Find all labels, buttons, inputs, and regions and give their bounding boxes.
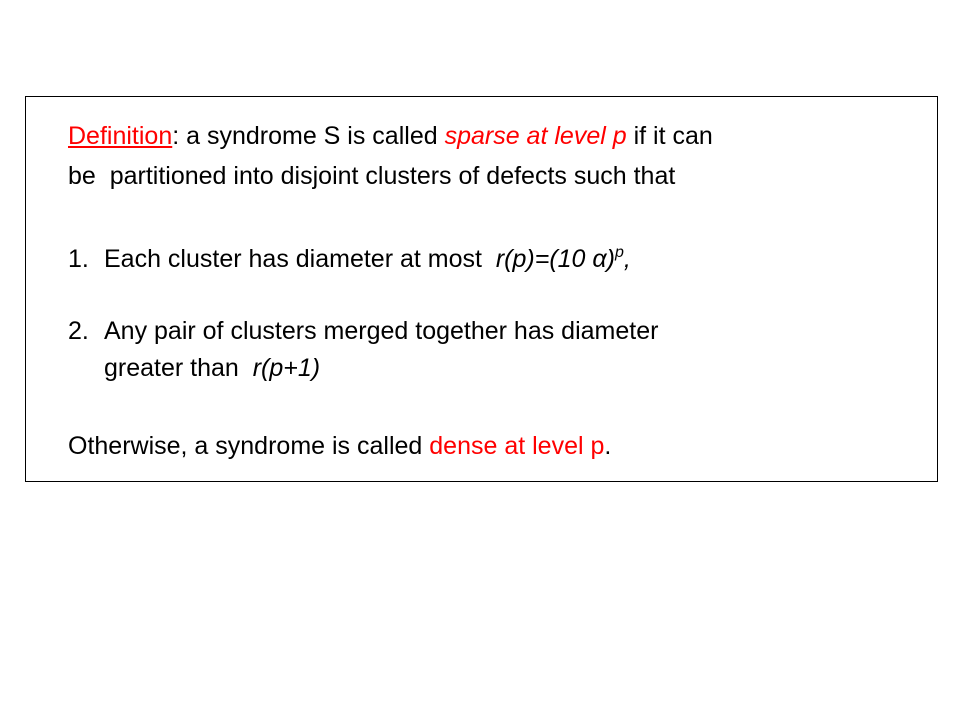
- list-item-2-number: 2.: [68, 317, 89, 345]
- definition-label: Definition: [68, 122, 173, 150]
- conclusion-prefix: Otherwise, a syndrome is called: [68, 432, 430, 460]
- list-item-1-number: 1.: [68, 245, 89, 273]
- list-item-2-formula: r(p+1): [252, 354, 321, 382]
- list-item-1-formula: r(p)=(10 α): [495, 245, 615, 273]
- list-item-1: [68, 238, 631, 274]
- list-item-1-exponent: p: [614, 244, 624, 261]
- list-item-2-continuation: [104, 353, 320, 383]
- definition-box: [25, 96, 938, 482]
- definition-line-2: be partitioned into disjoint clusters of defects such that: [68, 162, 676, 190]
- list-item-2-line-1: Any pair of clusters merged together has diameter: [104, 317, 659, 345]
- sparse-phrase: sparse at level p: [444, 122, 627, 150]
- list-item-1-text: Each cluster has diameter at most: [104, 245, 496, 273]
- list-item-1-suffix: ,: [623, 245, 631, 273]
- definition-line-1: [68, 121, 713, 151]
- conclusion-line: [68, 431, 611, 461]
- list-item-2: [68, 316, 658, 346]
- conclusion-suffix: .: [604, 432, 612, 460]
- dense-phrase: dense at level p: [429, 432, 605, 460]
- definition-after-sparse: if it can: [626, 122, 713, 150]
- definition-intro-text: : a syndrome S is called: [172, 122, 445, 150]
- list-item-2-line-2-text: greater than: [104, 354, 253, 382]
